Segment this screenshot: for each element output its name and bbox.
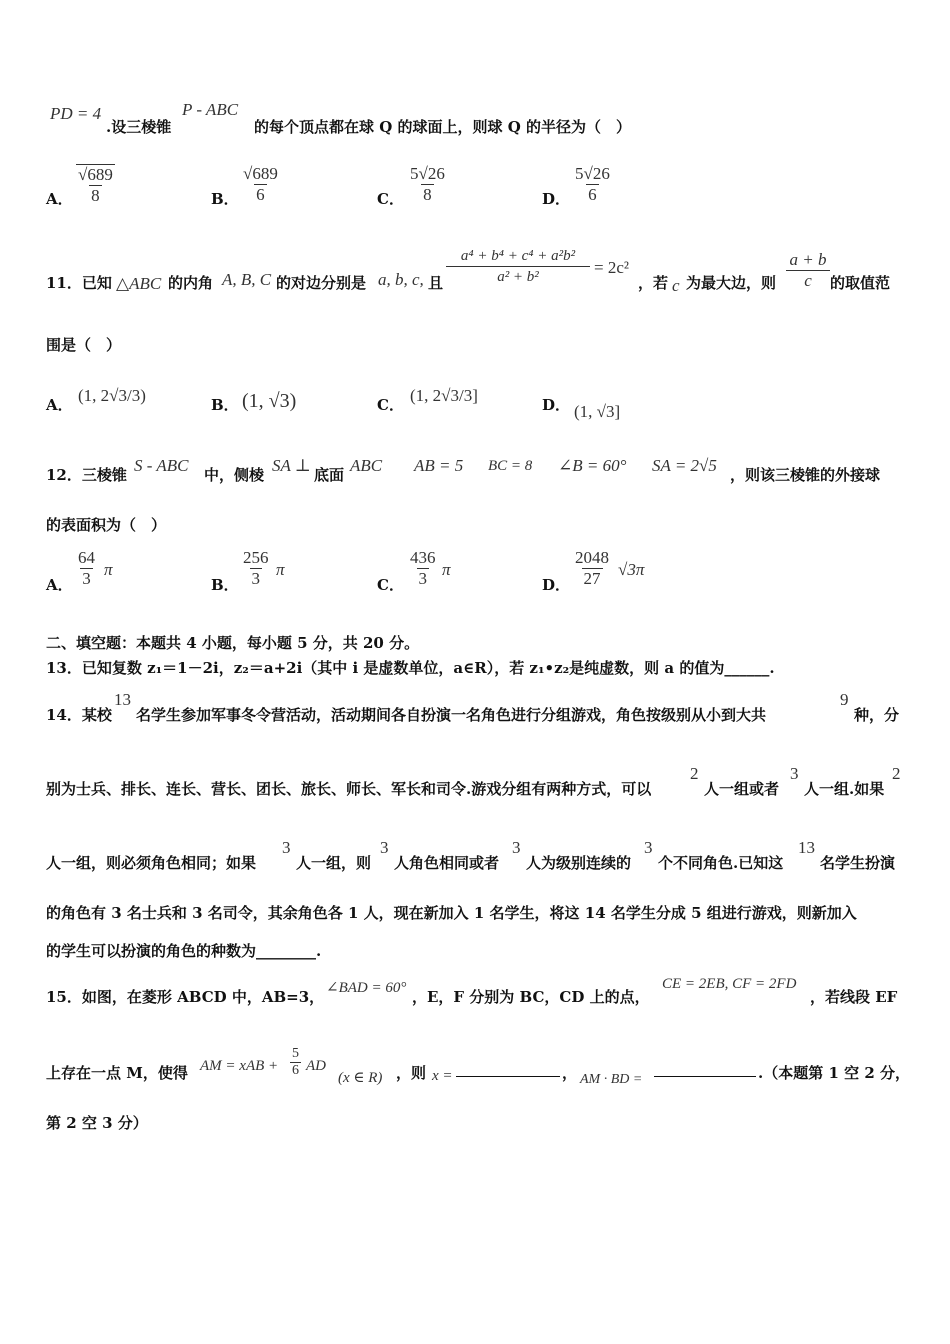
q15-t3: ，若线段 EF — [810, 988, 898, 1006]
q12-t2: 中，侧棱 — [204, 466, 265, 484]
q15-t1: 15．如图，在菱形 ABCD 中，AB=3， — [46, 988, 325, 1006]
q11-t4: 且 — [428, 274, 444, 292]
q15-frac-num: 5 — [292, 1046, 299, 1061]
q11-t2: 的内角 — [168, 274, 214, 292]
q12-t4: ，则该三棱锥的外接球 — [730, 466, 881, 484]
q14-l2c: 人一组.如果 — [804, 780, 885, 798]
q11-t1: 11．已知 — [46, 274, 112, 292]
q12-opt-b-tail: π — [276, 560, 285, 579]
q13-text: 13．已知复数 z₁＝1－2i，z₂＝a+2i（其中 i 是虚数单位，a∈R），若 z₁•z₂是纯虚数，则 a 的值为______. — [46, 659, 775, 677]
q12-opt-a-num: 64 — [78, 548, 95, 567]
q12-sa: SA ⊥ — [272, 456, 311, 475]
q11-t7: 的取值范 — [830, 274, 891, 292]
q15-frac-den: 6 — [292, 1063, 299, 1078]
q11-opt-a-label[interactable]: A． — [46, 396, 73, 414]
q11-opt-b-label[interactable]: B． — [211, 396, 239, 414]
q14-l3e: 个不同角色.已知这 — [658, 854, 784, 872]
pabc-expr: P - ABC — [182, 100, 239, 119]
q14-n3: 3 — [790, 764, 799, 783]
q11-opt-c-value: (1, 2√3/3] — [410, 386, 478, 405]
q10-opt-b-value — [241, 164, 280, 205]
q12-opt-c-label[interactable]: C． — [377, 576, 404, 594]
q11-angles: A, B, C — [222, 270, 272, 289]
q12-opt-b-frac — [241, 548, 271, 589]
q15-cond: CE = 2EB, CF = 2FD — [662, 976, 797, 992]
q15-t2: ，E，F 分别为 BC，CD 上的点， — [412, 988, 650, 1006]
q10-opt-d-value — [573, 164, 612, 205]
q10-opt-c-label[interactable]: C． — [377, 190, 404, 208]
q12-opt-d-tail: √3π — [618, 560, 645, 579]
q14-l3f: 名学生扮演 — [820, 854, 896, 872]
q11-t5: ，若 — [638, 274, 669, 292]
q11-cond-den: a² + b² — [446, 266, 590, 287]
q15-dom: (x ∈ R) — [338, 1070, 383, 1086]
q10-opt-a-den: 8 — [91, 186, 100, 205]
q12-opt-a-label[interactable]: A． — [46, 576, 73, 594]
q12-opt-c-num: 436 — [410, 548, 436, 567]
q12-ab: AB = 5 — [414, 456, 464, 475]
q11-ratio — [786, 250, 830, 291]
q15-x: x = — [432, 1068, 453, 1084]
q10-opt-b-label[interactable]: B． — [211, 190, 239, 208]
q15-vec: AM = xAB + — [200, 1058, 279, 1074]
q12-opt-a-frac — [76, 548, 97, 589]
q14-l3d: 人为级别连续的 — [526, 854, 632, 872]
q14-t1: 14．某校 — [46, 706, 112, 724]
q15-dot: AM · BD = — [580, 1072, 643, 1087]
q12-opt-c-frac — [408, 548, 438, 589]
q14-n3e: 3 — [644, 838, 653, 857]
q11-opt-d-value: (1, √3] — [574, 402, 621, 421]
q10-opt-c-value — [408, 164, 447, 205]
q11-cond-num: a⁴ + b⁴ + c⁴ + a²b² — [460, 248, 576, 264]
q14-t2: 名学生参加军事冬令营活动，活动期间各自扮演一名角色进行分组游戏，角色按级别从小到大共 — [136, 706, 767, 724]
q10-opt-c-num: 5√26 — [410, 164, 445, 183]
q14-n2b: 2 — [892, 764, 901, 783]
q10-opt-d-label[interactable]: D． — [542, 190, 571, 208]
q11-eq: = 2c² — [594, 258, 629, 277]
q14-l2b: 人一组或者 — [704, 780, 780, 798]
q12-opt-b-den: 3 — [251, 569, 260, 588]
q12-abc: ABC — [350, 456, 383, 475]
q11-opt-a-value: (1, 2√3/3) — [78, 386, 146, 405]
q11-condition — [446, 246, 590, 287]
q11-sides: a, b, c, — [378, 270, 424, 289]
q15-frac — [290, 1046, 301, 1079]
q14-l5: 的学生可以扮演的角色的种数为________. — [46, 942, 322, 960]
q11-t3: 的对边分别是 — [276, 274, 367, 292]
q10-opt-b-num: √689 — [243, 164, 278, 183]
q11-ratio-num: a + b — [789, 250, 827, 269]
q15-vec2: AD — [306, 1058, 326, 1074]
q12-opt-d-label[interactable]: D． — [542, 576, 571, 594]
q10-opt-a-num: √689 — [78, 165, 113, 184]
q14-l3b: 人一组，则 — [296, 854, 372, 872]
q12-bc: BC = 8 — [488, 458, 533, 474]
q15-angle: ∠BAD = 60° — [326, 980, 407, 996]
section-2-heading: 二、填空题：本题共 4 小题，每小题 5 分，共 20 分。 — [46, 634, 420, 652]
q14-t3: 种，分 — [854, 706, 900, 724]
q10-opt-a-value — [76, 164, 115, 206]
q11-opt-b-value: (1, √3) — [242, 390, 297, 412]
q10-opt-d-den: 6 — [588, 185, 597, 204]
q10-opt-d-num: 5√26 — [575, 164, 610, 183]
q11-triangle: △ABC — [116, 274, 162, 293]
q14-l3c: 人角色相同或者 — [394, 854, 500, 872]
q15-t5: ，则 — [396, 1064, 427, 1082]
q12-t3: 底面 — [314, 466, 345, 484]
q10-opt-c-den: 8 — [423, 185, 432, 204]
q14-n2: 2 — [690, 764, 699, 783]
q15-blank-1[interactable] — [456, 1060, 560, 1077]
q14-l3a: 人一组，则必须角色相同；如果 — [46, 854, 257, 872]
q15-t4: 上存在一点 M，使得 — [46, 1064, 188, 1082]
q10-stem — [46, 100, 910, 140]
q14-n3b: 3 — [282, 838, 291, 857]
q11-c: c — [672, 276, 680, 295]
q11-opt-c-label[interactable]: C． — [377, 396, 404, 414]
q14-n13b: 13 — [798, 838, 815, 857]
q12-opt-a-tail: π — [104, 560, 113, 579]
q15-t6: .（本题第 1 空 2 分， — [758, 1064, 910, 1082]
q12-opt-d-num: 2048 — [575, 548, 609, 567]
q14-l4: 的角色有 3 名士兵和 3 名司令，其余角色各 1 人，现在新加入 1 名学生，将这 14 名学生分成 5 组进行游戏，则新加入 — [46, 904, 857, 922]
q14-l2a: 别为士兵、排长、连长、营长、团长、旅长、师长、军长和司令.游戏分组有两种方式，可以 — [46, 780, 652, 798]
q15-t7: 第 2 空 3 分） — [46, 1114, 148, 1132]
q14-n3d: 3 — [512, 838, 521, 857]
q12-opt-c-tail: π — [442, 560, 451, 579]
q11-t8: 围是（ ） — [46, 336, 122, 354]
q12-opt-a-den: 3 — [82, 569, 91, 588]
q11-ratio-den: c — [786, 270, 830, 291]
pd-expr: PD = 4 — [50, 104, 102, 123]
q12-opt-d-den: 27 — [583, 569, 601, 588]
q14-n3c: 3 — [380, 838, 389, 857]
q12-sabc: S - ABC — [134, 456, 189, 475]
q11-opt-d-label[interactable]: D． — [542, 396, 571, 414]
q10-text2: 的每个顶点都在球 Q 的球面上，则球 Q 的半径为（ ） — [254, 118, 632, 136]
q12-t1: 12．三棱锥 — [46, 466, 127, 484]
q12-sa2: SA = 2√5 — [652, 456, 717, 475]
q12-angle: ∠B = 60° — [558, 456, 627, 475]
q12-opt-b-label[interactable]: B． — [211, 576, 239, 594]
q11-t6: 为最大边，则 — [686, 274, 777, 292]
q14-n9: 9 — [840, 690, 849, 709]
q15-blank-2[interactable] — [654, 1060, 756, 1077]
q10-opt-a-label[interactable]: A． — [46, 190, 73, 208]
q10-text1: .设三棱锥 — [106, 118, 172, 136]
q10-opt-b-den: 6 — [256, 185, 265, 204]
q12-opt-d-frac — [573, 548, 611, 589]
q14-n13: 13 — [114, 690, 131, 709]
q12-t5: 的表面积为（ ） — [46, 516, 167, 534]
q12-opt-c-den: 3 — [418, 569, 427, 588]
q12-opt-b-num: 256 — [243, 548, 269, 567]
exam-page: PD = 4 .设三棱锥 P - ABC 的每个顶点都在球 Q 的球面上，则球 Q 的半径为（ ） A． $\frac{√689}{8}$ B． $\frac{√689}{6}$ C． $\frac{5√26}{8}$ D． $\frac{5√26}{6}$ 11．已知 △ABC 的内角 A, B, C 的对边分别是 a, b, c, 且 $\frac{\text{a⁴ + b⁴ + c⁴ + a²b²}}{\text{a² + b²}}$ = 2c² ，若 c 为最大边，则 $\frac{a + b}{c}$ 的取值范 围是（ ） A． (1, 2√3/3) B． (1, √3) C． (1, 2√3/3] D． (1, √3] 12．三棱锥 S - ABC 中，侧棱 SA ⊥ 底面 ABC AB = 5 BC = 8 ∠B = 60° SA = 2√5 ，则该三棱锥的外接球 的表面积为（ ） A． $\frac{64}{3}$ π B． $\frac{256}{3}$ π C． $\frac{436}{3}$ π D． $\frac{2048}{27}$ √3π 二、填空题：本题共 4 小题，每小题 5 分，共 20 分。 13．已知复数 z₁＝1－2i，z₂＝a+2i（其中 i 是虚数单位，a∈R），若 z₁•z₂是纯虚数，则 a 的值为______. 14．某校 13 名学生参加军事冬令营活动，活动期间各自扮演一名角色进行分组游戏，角色按级别从小到大共 9 种，分 别为士兵、排长、连长、营长、团长、旅长、师长、军长和司令.游戏分组有两种方式，可以 2 人一组或者 3 人一组.如果 2 人一组，则必须角色相同；如果 3 人一组，则 3 人角色相同或者 3 人为级别连续的 3 个不同角色.已知这 13 名学生扮演 的角色有 3 名士兵和 3 名司令，其余角色各 1 人，现在新加入 1 名学生，将这 14 名学生分成 5 组进行游戏，则新加入 的学生可以扮演的角色的种数为________. 15．如图，在菱形 ABCD 中，AB=3， ∠BAD = 60° ，E，F 分别为 BC，CD 上的点， CE = 2EB, CF = 2FD ，若线段 EF 上存在一点 M，使得 AM = xAB + $\frac{5}{6}$ AD (x ∈ R) ，则 x = ， AM · BD = .（本题第 1 空 2 分， 第 2 空 3 分） — [46, 100, 910, 1132]
